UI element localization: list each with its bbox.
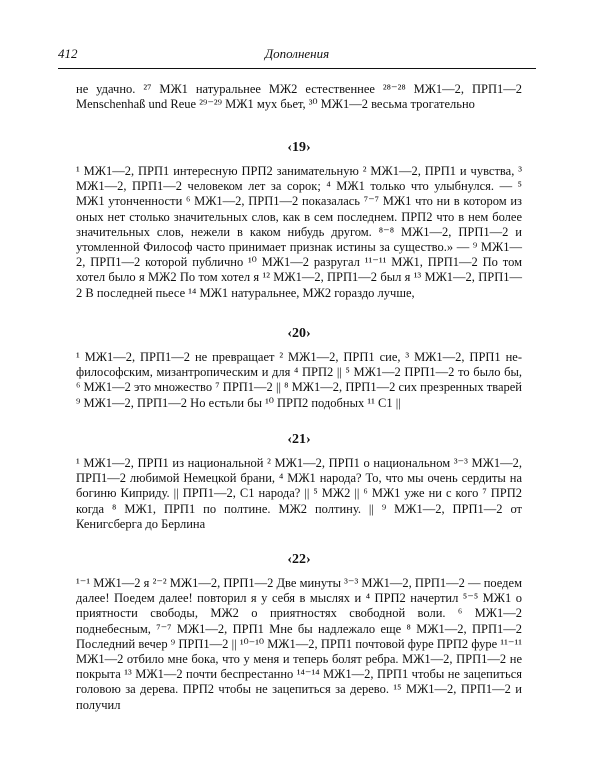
header-rule [58,68,536,69]
running-title: Дополнения [264,46,330,61]
section-text-19 [76,164,522,301]
intro-block [76,82,522,112]
section-heading-19: ‹19› [287,140,311,155]
page-header [58,46,536,66]
section-text-21 [76,456,522,532]
section-paragraph: ¹ МЖ1—2, ПРП1 из национальной ² МЖ1—2, ПРП1 о национальном ³⁻³ МЖ1—2, ПРП1—2 любимой Немецкой брани, ⁴ МЖ1 народа? То, что мы очень сердиты на богиню Киприду. || ПРП1—2, С1 народа? || ⁵ МЖ2 || ⁶ МЖ1 уже ни с кого ⁷ ПРП2 когда ⁸ МЖ1, ПРП1 по полтине. МЖ2 полтину. || ⁹ МЖ1—2, ПРП1—2 от Кенигсберга до Берлина [76,456,522,531]
page-number: 412 [58,46,78,61]
intro-text: не удачно. ²⁷ МЖ1 натуральнее МЖ2 естественнее ²⁸⁻²⁸ МЖ1—2, ПРП1—2 Menschenhaß und Reue ²⁹⁻²⁹ МЖ1 мух бьет, ³⁰ МЖ1—2 весьма трогательно [76,82,522,112]
section-paragraph: ¹ МЖ1—2, ПРП1 интересную ПРП2 занимательную ² МЖ1—2, ПРП1 и чувства, ³ МЖ1—2, ПРП1—2 человеком лет за сорок; ⁴ МЖ1 только что улыбнулся. — ⁵ МЖ1 утонченности ⁶ МЖ1—2, ПРП1—2 показалась ⁷⁻⁷ МЖ1 что ни в котором из оных нет столько значительных слов, как в сем последнем. ПРП2 что в нем более значительных слов, нежели в каком нибудь другом. ⁸⁻⁸ МЖ1—2, ПРП1—2 и утомленной Философ часто принимает признак истины за существо.» — ⁹ МЖ1—2, ПРП1—2 которой публично ¹⁰ МЖ1—2 разругал ¹¹⁻¹¹ МЖ1, ПРП1—2 По том хотел было я МЖ2 По том хотел я ¹² МЖ1—2, ПРП1—2 был я ¹³ МЖ1—2, ПРП1—2 В последней пьесе ¹⁴ МЖ1 натуральнее, МЖ2 гораздо лучше, [76,164,522,300]
section-text-22 [76,576,522,713]
section-heading-22: ‹22› [287,552,311,567]
section-paragraph: ¹ МЖ1—2, ПРП1—2 не превращает ² МЖ1—2, ПРП1 сие, ³ МЖ1—2, ПРП1 не-философским, мизантропическим и для ⁴ ПРП2 || ⁵ МЖ1—2 ПРП1—2 то было бы, ⁶ МЖ1—2 это множество ⁷ ПРП1—2 || ⁸ МЖ1—2, ПРП1—2 сих презренных тварей ⁹ МЖ1—2, ПРП1—2 Но естьли бы ¹⁰ ПРП2 подобных ¹¹ С1 || [76,350,522,410]
section-paragraph: ¹⁻¹ МЖ1—2 я ²⁻² МЖ1—2, ПРП1—2 Две минуты ³⁻³ МЖ1—2, ПРП1—2 — поедем далее! Поедем далее! повторил я у себя в мыслях и ⁴ ПРП2 начертил ⁵⁻⁵ МЖ1 о приятности свободы, МЖ2 о приятностях свободной воли. ⁶ МЖ1—2 поднебесным, ⁷⁻⁷ МЖ1—2, ПРП1 Мне бы надлежало еще ⁸ МЖ1—2, ПРП1—2 Последний вечер ⁹ ПРП1—2 || ¹⁰⁻¹⁰ МЖ1—2, ПРП1 почтовой фуре ПРП2 фуре ¹¹⁻¹¹ МЖ1—2 отбило мне бока, что у меня и теперь болят ребра. МЖ1—2, ПРП1—2 не покрыта ¹³ МЖ1—2 почти беспрестанно ¹⁴⁻¹⁴ МЖ1—2, ПРП1 чтобы не зацепиться головою за дерева. ПРП2 чтобы не зацепиться за дерево. ¹⁵ МЖ1—2, ПРП1—2 и получил [76,576,522,712]
section-heading-20: ‹20› [287,326,311,341]
section-text-20 [76,350,522,411]
section-heading-21: ‹21› [287,432,311,447]
